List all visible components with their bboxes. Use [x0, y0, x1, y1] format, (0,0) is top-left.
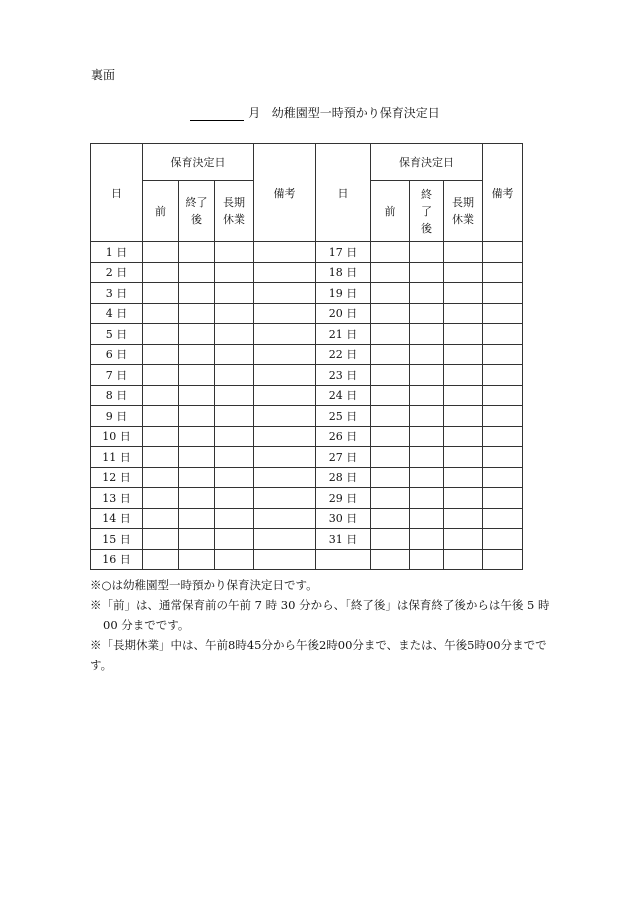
cell-mae-left[interactable]: [143, 324, 179, 345]
cell-choki-left[interactable]: [215, 529, 254, 550]
cell-shuryogo-left[interactable]: [179, 344, 215, 365]
cell-biko-right[interactable]: [483, 549, 523, 570]
cell-shuryogo-right[interactable]: [410, 406, 444, 427]
cell-choki-right[interactable]: [444, 488, 483, 509]
cell-mae-right[interactable]: [371, 406, 410, 427]
cell-mae-right[interactable]: [371, 529, 410, 550]
day-label-right: 22 日: [316, 344, 371, 365]
cell-choki-left[interactable]: [215, 303, 254, 324]
cell-choki-right[interactable]: [444, 324, 483, 345]
cell-biko-left[interactable]: [254, 549, 316, 570]
childcare-calendar-table: [90, 143, 523, 570]
cell-mae-right[interactable]: [371, 549, 410, 570]
cell-shuryogo-left[interactable]: [179, 426, 215, 447]
cell-biko-left[interactable]: [254, 447, 316, 468]
day-label-left: 12 日: [91, 467, 143, 488]
cell-choki-right[interactable]: [444, 365, 483, 386]
cell-shuryogo-right[interactable]: [410, 303, 444, 324]
cell-biko-right[interactable]: [483, 488, 523, 509]
shuryogo-right-line2: 了: [421, 204, 433, 218]
cell-biko-left[interactable]: [254, 488, 316, 509]
cell-mae-left[interactable]: [143, 303, 179, 324]
day-label-left: 5 日: [91, 324, 143, 345]
cell-shuryogo-right[interactable]: [410, 262, 444, 283]
shuryogo-right-line3: 後: [421, 221, 433, 235]
header-biko-left: 備考: [254, 144, 316, 242]
note-2b: 00 分までです。: [103, 618, 190, 632]
cell-choki-right[interactable]: [444, 283, 483, 304]
cell-shuryogo-left[interactable]: [179, 467, 215, 488]
day-label-left: 14 日: [91, 508, 143, 529]
title-text: 幼稚園型一時預かり保育決定日: [271, 106, 440, 120]
table-row: [91, 406, 523, 427]
cell-biko-left[interactable]: [254, 508, 316, 529]
day-label-left: 3 日: [91, 283, 143, 304]
day-label-left: 15 日: [91, 529, 143, 550]
cell-choki-left[interactable]: [215, 324, 254, 345]
cell-shuryogo-right[interactable]: [410, 508, 444, 529]
cell-mae-right[interactable]: [371, 303, 410, 324]
day-label-right: 27 日: [316, 447, 371, 468]
cell-shuryogo-left[interactable]: [179, 242, 215, 263]
cell-shuryogo-right[interactable]: [410, 529, 444, 550]
cell-biko-left[interactable]: [254, 406, 316, 427]
day-label-left: 11 日: [91, 447, 143, 468]
table-row: [91, 488, 523, 509]
cell-shuryogo-right[interactable]: [410, 365, 444, 386]
day-label-left: 7 日: [91, 365, 143, 386]
header-choki-left: [215, 181, 254, 242]
cell-shuryogo-right[interactable]: [410, 385, 444, 406]
day-label-right: 18 日: [316, 262, 371, 283]
day-label-left: 6 日: [91, 344, 143, 365]
cell-shuryogo-left[interactable]: [179, 262, 215, 283]
cell-biko-right[interactable]: [483, 344, 523, 365]
cell-mae-right[interactable]: [371, 344, 410, 365]
cell-choki-right[interactable]: [444, 303, 483, 324]
cell-shuryogo-left[interactable]: [179, 488, 215, 509]
cell-biko-right[interactable]: [483, 508, 523, 529]
cell-shuryogo-left[interactable]: [179, 549, 215, 570]
table-row: [91, 447, 523, 468]
cell-choki-left[interactable]: [215, 467, 254, 488]
cell-choki-left[interactable]: [215, 385, 254, 406]
cell-choki-right[interactable]: [444, 242, 483, 263]
cell-biko-right[interactable]: [483, 324, 523, 345]
cell-choki-right[interactable]: [444, 549, 483, 570]
cell-choki-right[interactable]: [444, 529, 483, 550]
cell-mae-left[interactable]: [143, 447, 179, 468]
note-1: ※○は幼稚園型一時預かり保育決定日です。: [90, 578, 318, 592]
shuryogo-left-line1: 終了: [185, 196, 208, 209]
cell-choki-right[interactable]: [444, 262, 483, 283]
cell-biko-right[interactable]: [483, 303, 523, 324]
note-2a: ※「前」は、通常保育前の午前 7 時 30 分から、「終了後」は保育終了後からは午後 5 時: [90, 598, 550, 612]
cell-mae-left[interactable]: [143, 242, 179, 263]
cell-choki-right[interactable]: [444, 344, 483, 365]
table-row: [91, 365, 523, 386]
cell-biko-right[interactable]: [483, 242, 523, 263]
cell-mae-left[interactable]: [143, 508, 179, 529]
cell-shuryogo-left[interactable]: [179, 283, 215, 304]
cell-shuryogo-right[interactable]: [410, 324, 444, 345]
day-label-right: 31 日: [316, 529, 371, 550]
choki-left-line2: 休業: [223, 213, 246, 226]
header-biko-right: 備考: [483, 144, 523, 242]
shuryogo-left-line2: 後: [191, 213, 202, 226]
cell-biko-left[interactable]: [254, 467, 316, 488]
cell-mae-left[interactable]: [143, 344, 179, 365]
cell-shuryogo-left[interactable]: [179, 303, 215, 324]
cell-mae-left[interactable]: [143, 549, 179, 570]
cell-choki-left[interactable]: [215, 447, 254, 468]
day-label-left: 8 日: [91, 385, 143, 406]
cell-biko-right[interactable]: [483, 467, 523, 488]
cell-shuryogo-left[interactable]: [179, 365, 215, 386]
table-row: [91, 283, 523, 304]
table-row: [91, 324, 523, 345]
cell-shuryogo-left[interactable]: [179, 447, 215, 468]
cell-choki-right[interactable]: [444, 385, 483, 406]
cell-choki-left[interactable]: [215, 365, 254, 386]
cell-shuryogo-left[interactable]: [179, 508, 215, 529]
day-label-right: 17 日: [316, 242, 371, 263]
cell-choki-left[interactable]: [215, 488, 254, 509]
cell-biko-left[interactable]: [254, 529, 316, 550]
cell-mae-left[interactable]: [143, 467, 179, 488]
table-row: [91, 385, 523, 406]
day-label-right: 19 日: [316, 283, 371, 304]
header-shuryogo-right: [410, 181, 444, 242]
cell-biko-left[interactable]: [254, 385, 316, 406]
day-label-right: 30 日: [316, 508, 371, 529]
day-label-left: 16 日: [91, 549, 143, 570]
cell-mae-right[interactable]: [371, 508, 410, 529]
cell-biko-right[interactable]: [483, 262, 523, 283]
cell-biko-right[interactable]: [483, 406, 523, 427]
cell-biko-right[interactable]: [483, 283, 523, 304]
cell-shuryogo-right[interactable]: [410, 344, 444, 365]
day-label-left: 9 日: [91, 406, 143, 427]
cell-choki-right[interactable]: [444, 426, 483, 447]
cell-shuryogo-right[interactable]: [410, 426, 444, 447]
cell-shuryogo-right[interactable]: [410, 488, 444, 509]
cell-biko-right[interactable]: [483, 529, 523, 550]
header-group-left: 保育決定日: [143, 144, 254, 181]
cell-choki-left[interactable]: [215, 406, 254, 427]
cell-choki-left[interactable]: [215, 508, 254, 529]
header-shuryogo-left: [179, 181, 215, 242]
cell-mae-right[interactable]: [371, 365, 410, 386]
cell-biko-left[interactable]: [254, 283, 316, 304]
day-label-right: 25 日: [316, 406, 371, 427]
cell-choki-right[interactable]: [444, 508, 483, 529]
header-group-right: 保育決定日: [371, 144, 483, 181]
cell-shuryogo-left[interactable]: [179, 406, 215, 427]
header-mae-right: 前: [371, 181, 410, 242]
cell-shuryogo-right[interactable]: [410, 447, 444, 468]
day-label-right: 28 日: [316, 467, 371, 488]
cell-mae-right[interactable]: [371, 385, 410, 406]
cell-biko-right[interactable]: [483, 365, 523, 386]
cell-mae-left[interactable]: [143, 283, 179, 304]
cell-mae-right[interactable]: [371, 467, 410, 488]
day-label-right: 20 日: [316, 303, 371, 324]
day-label-right: 29 日: [316, 488, 371, 509]
cell-shuryogo-right[interactable]: [410, 283, 444, 304]
day-label-right: 21 日: [316, 324, 371, 345]
table-row: [91, 242, 523, 263]
cell-choki-left[interactable]: [215, 242, 254, 263]
cell-choki-right[interactable]: [444, 406, 483, 427]
choki-left-line1: 長期: [223, 196, 246, 209]
table-row: [91, 529, 523, 550]
cell-mae-right[interactable]: [371, 447, 410, 468]
cell-shuryogo-right[interactable]: [410, 549, 444, 570]
cell-biko-right[interactable]: [483, 447, 523, 468]
table-row: [91, 508, 523, 529]
cell-choki-left[interactable]: [215, 426, 254, 447]
cell-biko-left[interactable]: [254, 242, 316, 263]
table-row: [91, 344, 523, 365]
cell-biko-left[interactable]: [254, 426, 316, 447]
calendar-body: [91, 242, 523, 570]
cell-mae-right[interactable]: [371, 488, 410, 509]
day-label-right: 23 日: [316, 365, 371, 386]
header-mae-left: 前: [143, 181, 179, 242]
cell-mae-left[interactable]: [143, 488, 179, 509]
cell-mae-right[interactable]: [371, 283, 410, 304]
cell-biko-left[interactable]: [254, 365, 316, 386]
shuryogo-right-line1: 終: [421, 187, 433, 201]
cell-mae-right[interactable]: [371, 242, 410, 263]
cell-shuryogo-left[interactable]: [179, 385, 215, 406]
cell-shuryogo-right[interactable]: [410, 467, 444, 488]
cell-shuryogo-right[interactable]: [410, 242, 444, 263]
day-label-right: 24 日: [316, 385, 371, 406]
table-row: [91, 549, 523, 570]
cell-mae-left[interactable]: [143, 385, 179, 406]
cell-choki-right[interactable]: [444, 467, 483, 488]
cell-mae-right[interactable]: [371, 426, 410, 447]
choki-right-line2: 休業: [452, 213, 475, 226]
table-row: [91, 262, 523, 283]
cell-mae-left[interactable]: [143, 406, 179, 427]
day-label-left: 13 日: [91, 488, 143, 509]
day-label-right: 26 日: [316, 426, 371, 447]
day-label-left: 4 日: [91, 303, 143, 324]
day-label-left: 10 日: [91, 426, 143, 447]
cell-biko-left[interactable]: [254, 324, 316, 345]
table-row: [91, 467, 523, 488]
side-label: 裏面: [91, 68, 116, 82]
table-row: [91, 426, 523, 447]
cell-mae-right[interactable]: [371, 262, 410, 283]
cell-mae-left[interactable]: [143, 426, 179, 447]
header-choki-right: [444, 181, 483, 242]
cell-mae-left[interactable]: [143, 262, 179, 283]
day-label-right: [316, 549, 371, 570]
cell-biko-right[interactable]: [483, 385, 523, 406]
header-day-left: 日: [91, 144, 143, 242]
cell-mae-left[interactable]: [143, 365, 179, 386]
cell-shuryogo-left[interactable]: [179, 324, 215, 345]
cell-choki-right[interactable]: [444, 447, 483, 468]
day-label-left: 2 日: [91, 262, 143, 283]
notes: [90, 575, 560, 675]
note-3: ※「長期休業」中は、午前8時45分から午後2時00分まで、または、午後5時00分までです。: [90, 638, 547, 672]
cell-choki-left[interactable]: [215, 262, 254, 283]
cell-shuryogo-left[interactable]: [179, 529, 215, 550]
cell-mae-left[interactable]: [143, 529, 179, 550]
table-row: [91, 303, 523, 324]
cell-biko-left[interactable]: [254, 262, 316, 283]
header-day-right: 日: [316, 144, 371, 242]
month-blank[interactable]: [190, 108, 244, 121]
cell-biko-right[interactable]: [483, 426, 523, 447]
cell-biko-left[interactable]: [254, 344, 316, 365]
month-suffix: 月: [248, 106, 261, 120]
day-label-left: 1 日: [91, 242, 143, 263]
cell-choki-left[interactable]: [215, 344, 254, 365]
cell-biko-left[interactable]: [254, 303, 316, 324]
cell-choki-left[interactable]: [215, 283, 254, 304]
cell-mae-right[interactable]: [371, 324, 410, 345]
choki-right-line1: 長期: [452, 196, 475, 209]
page-title: [0, 104, 630, 121]
cell-choki-left[interactable]: [215, 549, 254, 570]
